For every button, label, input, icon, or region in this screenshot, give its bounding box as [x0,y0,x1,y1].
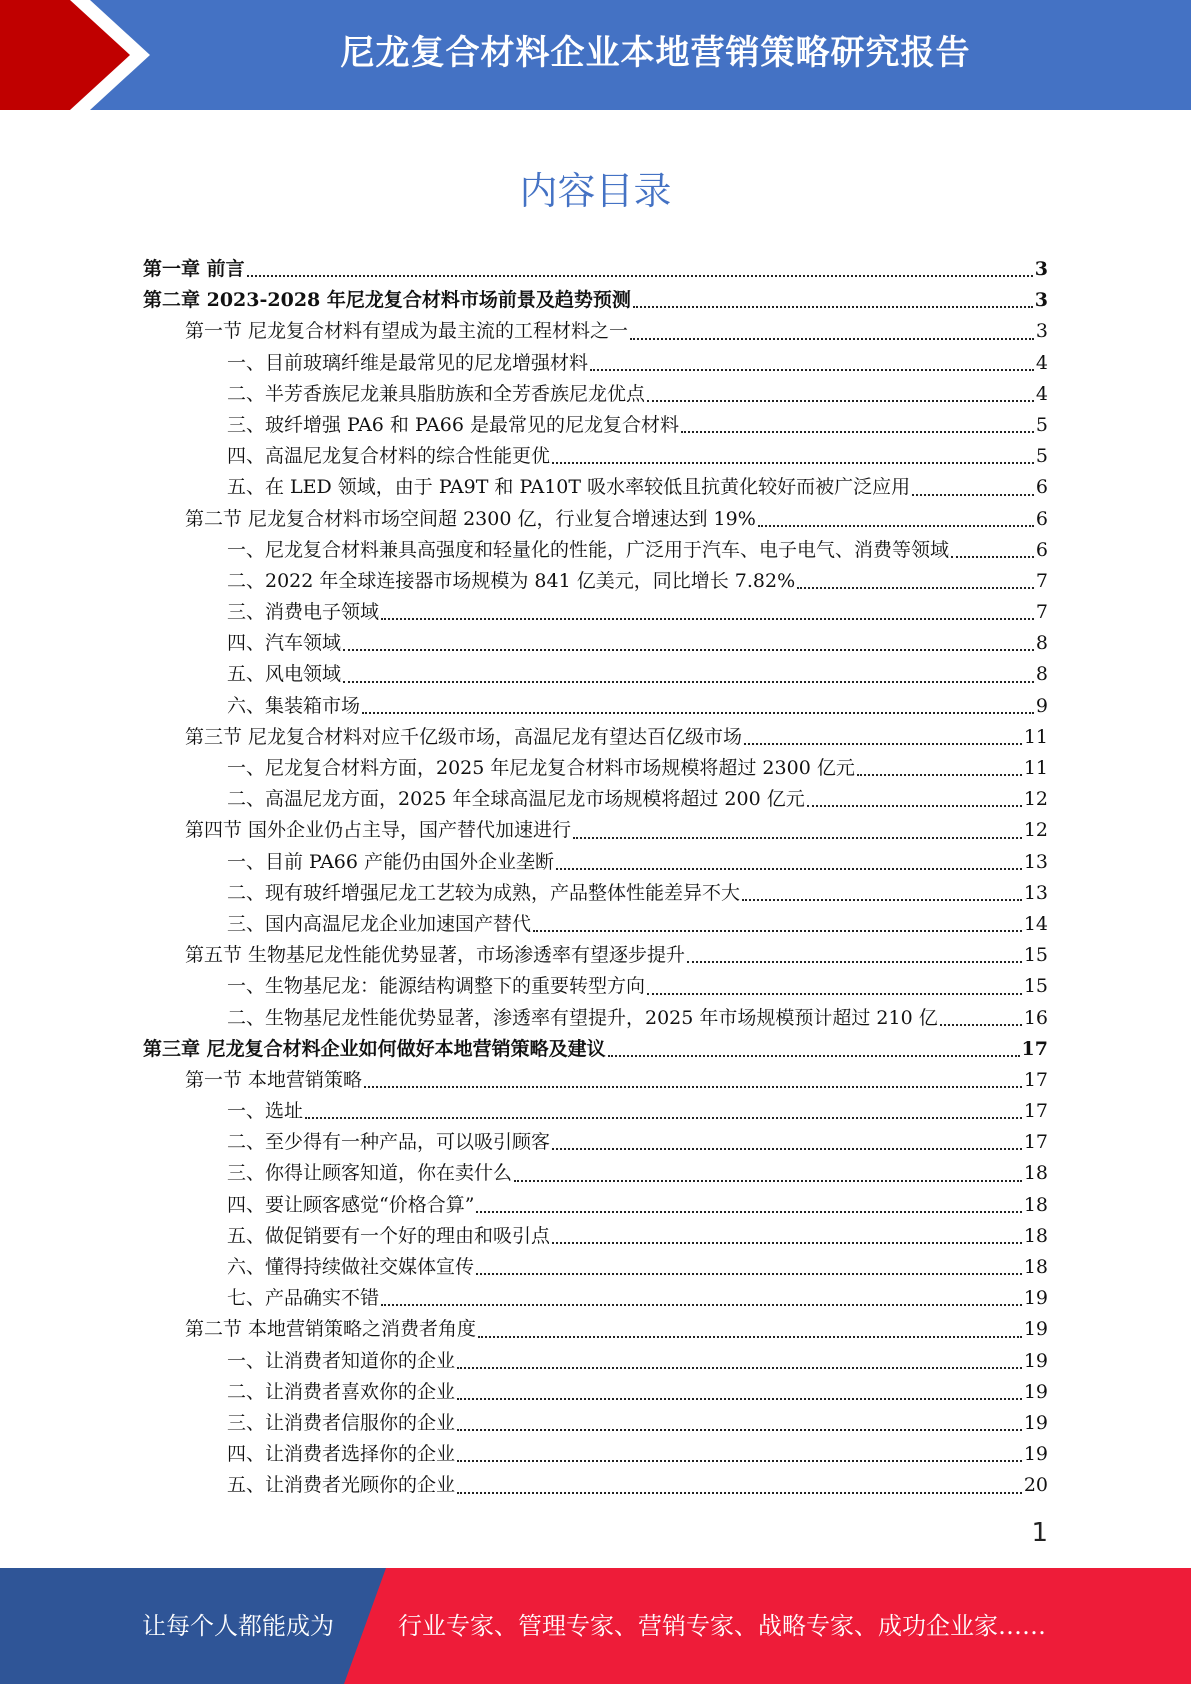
toc-leader-dots [552,462,1034,464]
toc-entry-title: 一、生物基尼龙：能源结构调整下的重要转型方向 [227,975,646,998]
toc-entry-page: 19 [1023,1411,1048,1434]
toc-entry-page: 3 [1035,320,1048,343]
toc-leader-dots [362,712,1034,714]
toc-leader-dots [744,743,1022,745]
toc-entry[interactable] [143,1252,1048,1283]
toc-entry-title: 第五节 生物基尼龙性能优势显著，市场渗透率有望逐步提升 [185,944,686,967]
toc-leader-dots [476,1273,1022,1275]
toc-entry-page: 18 [1023,1224,1048,1247]
toc-entry[interactable] [143,504,1048,535]
toc-entry-title: 一、让消费者知道你的企业 [227,1349,456,1372]
toc-entry-page: 15 [1023,944,1048,967]
toc-entry-page: 5 [1035,445,1048,468]
toc-entry[interactable] [143,1377,1048,1408]
toc-entry-page: 4 [1035,351,1048,374]
toc-entry[interactable] [143,753,1048,784]
toc-entry-page: 8 [1035,632,1048,655]
toc-entry[interactable] [143,784,1048,815]
toc-entry[interactable] [143,1283,1048,1314]
toc-entry[interactable] [143,1439,1048,1470]
toc-entry[interactable] [143,628,1048,659]
toc-entry-page: 17 [1023,1068,1048,1091]
toc-entry-title: 第四节 国外企业仍占主导，国产替代加速进行 [185,819,572,842]
toc-leader-dots [681,431,1034,433]
toc-entry[interactable] [143,285,1048,316]
footer-slogan-right: 行业专家、管理专家、营销专家、战略专家、成功企业家…… [398,1612,1046,1640]
header-banner [0,0,1191,110]
toc-entry[interactable] [143,316,1048,347]
toc-entry-title: 四、让消费者选择你的企业 [227,1443,456,1466]
toc-entry-page: 13 [1023,881,1048,904]
toc-entry-title: 二、至少得有一种产品，可以吸引顾客 [227,1131,551,1154]
toc-entry-page: 18 [1023,1193,1048,1216]
toc-entry[interactable] [143,940,1048,971]
toc-entry-page: 19 [1023,1318,1048,1341]
toc-entry-title: 第一节 本地营销策略 [185,1068,363,1091]
toc-entry-title: 三、玻纤增强 PA6 和 PA66 是最常见的尼龙复合材料 [227,413,679,436]
toc-entry[interactable] [143,472,1048,503]
toc-entry-page: 18 [1023,1162,1048,1185]
toc-leader-dots [381,618,1034,620]
toc-leader-dots [478,1336,1022,1338]
toc-entry[interactable] [143,909,1048,940]
toc-entry-title: 二、高温尼龙方面，2025 年全球高温尼龙市场规模将超过 200 亿元 [227,788,805,811]
toc-entry-title: 二、半芳香族尼龙兼具脂肪族和全芳香族尼龙优点 [227,382,646,405]
toc-entry-title: 第二节 尼龙复合材料市场空间超 2300 亿，行业复合增速达到 19% [185,507,756,530]
toc-entry[interactable] [143,1003,1048,1034]
toc-entry[interactable] [143,410,1048,441]
toc-entry-title: 一、选址 [227,1100,304,1123]
toc-entry[interactable] [143,1408,1048,1439]
toc-entry[interactable] [143,1346,1048,1377]
toc-leader-dots [552,1242,1022,1244]
toc-entry-title: 一、尼龙复合材料方面，2025 年尼龙复合材料市场规模将超过 2300 亿元 [227,757,855,779]
toc-entry[interactable] [143,878,1048,909]
toc-entry-title: 三、国内高温尼龙企业加速国产替代 [227,912,532,935]
toc-leader-dots [687,961,1022,963]
toc-entry-title: 五、风电领域 [227,663,342,686]
toc-entry-title: 四、汽车领域 [227,632,342,655]
toc-leader-dots [590,369,1034,371]
toc-entry-title: 七、产品确实不错 [227,1287,380,1310]
toc-leader-dots [647,400,1034,402]
toc-entry-title: 第三章 尼龙复合材料企业如何做好本地营销策略及建议 [143,1037,606,1060]
toc-entry-page: 17 [1023,1131,1048,1154]
toc-entry[interactable] [143,1127,1048,1158]
toc-entry-page: 6 [1035,507,1048,530]
toc-leader-dots [940,1024,1022,1026]
toc-leader-dots [457,1429,1022,1431]
toc-leader-dots [647,993,1022,995]
toc-entry-title: 二、2022 年全球连接器市场规模为 841 亿美元，同比增长 7.82% [227,569,796,592]
footer-slogan-left: 让每个人都能成为 [142,1612,334,1640]
toc-entry-page: 13 [1023,850,1048,873]
toc-entry-page: 9 [1035,694,1048,717]
toc-entry[interactable] [143,722,1048,753]
toc-entry[interactable] [143,348,1048,379]
toc-leader-dots [758,525,1034,527]
toc-leader-dots [556,868,1022,870]
toc-leader-dots [797,587,1034,589]
toc-leader-dots [533,930,1022,932]
toc-entry[interactable] [143,1065,1048,1096]
toc-entry-page: 18 [1023,1256,1048,1278]
toc-entry[interactable] [143,1096,1048,1127]
toc-entry-title: 五、让消费者光顾你的企业 [227,1474,456,1497]
toc-leader-dots [807,805,1022,807]
toc-entry-title: 一、尼龙复合材料兼具高强度和轻量化的性能，广泛用于汽车、电子电气、消费等领域 [227,538,950,561]
toc-entry[interactable] [143,254,1048,285]
toc-entry[interactable] [143,566,1048,597]
toc-leader-dots [343,681,1034,683]
toc-leader-dots [457,1460,1022,1462]
toc-entry[interactable] [143,441,1048,472]
toc-entry-page: 6 [1035,538,1048,561]
toc-entry-title: 六、懂得持续做社交媒体宣传 [227,1256,475,1278]
toc-entry-page: 14 [1023,912,1048,935]
toc-entry-page: 15 [1023,975,1048,998]
toc-entry-title: 三、让消费者信服你的企业 [227,1411,456,1434]
toc-entry-page: 11 [1023,757,1048,779]
toc-entry-title: 四、要让顾客感觉“价格合算” [227,1193,475,1216]
toc-leader-dots [305,1117,1022,1119]
toc-leader-dots [457,1367,1022,1369]
toc-entry-title: 二、让消费者喜欢你的企业 [227,1380,456,1403]
toc-entry-page: 20 [1023,1474,1048,1497]
toc-entry-page: 4 [1035,382,1048,405]
toc-entry[interactable] [143,379,1048,410]
toc-entry-page: 7 [1035,569,1048,592]
toc-entry[interactable] [143,971,1048,1002]
toc-leader-dots [633,306,1033,308]
toc-entry-title: 第三节 尼龙复合材料对应千亿级市场，高温尼龙有望达百亿级市场 [185,725,743,748]
toc-entry-title: 五、在 LED 领域，由于 PA9T 和 PA10T 吸水率较低且抗黄化较好而被广泛应用 [227,476,911,499]
toc-entry[interactable] [143,535,1048,566]
toc-entry[interactable] [143,597,1048,628]
toc-entry[interactable] [143,1034,1048,1065]
toc-entry[interactable] [143,1470,1048,1501]
toc-entry-page: 12 [1023,788,1048,811]
toc-entry-page: 19 [1023,1443,1048,1466]
toc-entry-page: 3 [1034,258,1048,280]
toc-leader-dots [343,649,1034,651]
toc-leader-dots [857,774,1022,776]
toc-leader-dots [457,1492,1022,1494]
toc-entry[interactable] [143,1314,1048,1345]
toc-entry-page: 5 [1035,413,1048,436]
toc-entry-page: 17 [1023,1100,1048,1123]
page-number: 1 [1031,1518,1048,1548]
toc-entry-title: 二、生物基尼龙性能优势显著，渗透率有望提升，2025 年市场规模预计超过 210 亿 [227,1006,938,1029]
toc-entry-title: 第一节 尼龙复合材料有望成为最主流的工程材料之一 [185,320,629,343]
toc-leader-dots [951,556,1034,558]
toc-entry-page: 12 [1023,819,1048,842]
toc-leader-dots [912,494,1034,496]
toc-leader-dots [457,1398,1022,1400]
toc-entry[interactable] [143,815,1048,846]
toc-entry-title: 二、现有玻纤增强尼龙工艺较为成熟，产品整体性能差异不大 [227,881,741,904]
toc-entry-title: 五、做促销要有一个好的理由和吸引点 [227,1224,551,1247]
toc-leader-dots [608,1055,1020,1057]
toc-entry[interactable] [143,847,1048,878]
footer-banner [0,1568,1191,1684]
toc-entry-title: 六、集装箱市场 [227,694,361,717]
toc-leader-dots [630,338,1034,340]
toc-entry-page: 19 [1023,1349,1048,1372]
toc-entry[interactable] [143,1158,1048,1189]
toc-entry-title: 四、高温尼龙复合材料的综合性能更优 [227,445,551,468]
toc-leader-dots [364,1086,1022,1088]
toc-leader-dots [381,1304,1022,1306]
toc-entry-page: 7 [1035,601,1048,624]
toc-entry[interactable] [143,659,1048,690]
toc-entry-page: 3 [1034,289,1048,312]
toc-entry-page: 19 [1023,1287,1048,1310]
toc-entry-page: 11 [1023,725,1048,748]
toc-heading: 内容目录 [519,169,672,213]
toc-entry-title: 三、你得让顾客知道，你在卖什么 [227,1162,513,1185]
toc-entry-page: 16 [1023,1006,1048,1029]
toc-entry[interactable] [143,691,1048,722]
toc-entry-page: 19 [1023,1380,1048,1403]
table-of-contents [143,254,1048,1502]
toc-leader-dots [573,837,1022,839]
toc-entry-title: 一、目前玻璃纤维是最常见的尼龙增强材料 [227,351,589,374]
toc-entry-title: 三、消费电子领域 [227,601,380,624]
toc-entry-title: 第二节 本地营销策略之消费者角度 [185,1318,477,1341]
toc-entry[interactable] [143,1190,1048,1221]
toc-leader-dots [247,275,1033,277]
toc-entry-page: 17 [1021,1037,1048,1060]
toc-entry[interactable] [143,1221,1048,1252]
report-title: 尼龙复合材料企业本地营销策略研究报告 [340,33,971,73]
toc-entry-title: 一、目前 PA66 产能仍由国外企业垄断 [227,850,555,873]
toc-entry-page: 8 [1035,663,1048,686]
toc-leader-dots [514,1180,1022,1182]
toc-leader-dots [742,899,1022,901]
toc-entry-title: 第一章 前言 [143,258,245,280]
toc-entry-title: 第二章 2023-2028 年尼龙复合材料市场前景及趋势预测 [143,289,631,312]
toc-entry-page: 6 [1035,476,1048,499]
toc-leader-dots [552,1148,1022,1150]
header-chevron-icon [0,0,140,110]
toc-leader-dots [476,1211,1021,1213]
